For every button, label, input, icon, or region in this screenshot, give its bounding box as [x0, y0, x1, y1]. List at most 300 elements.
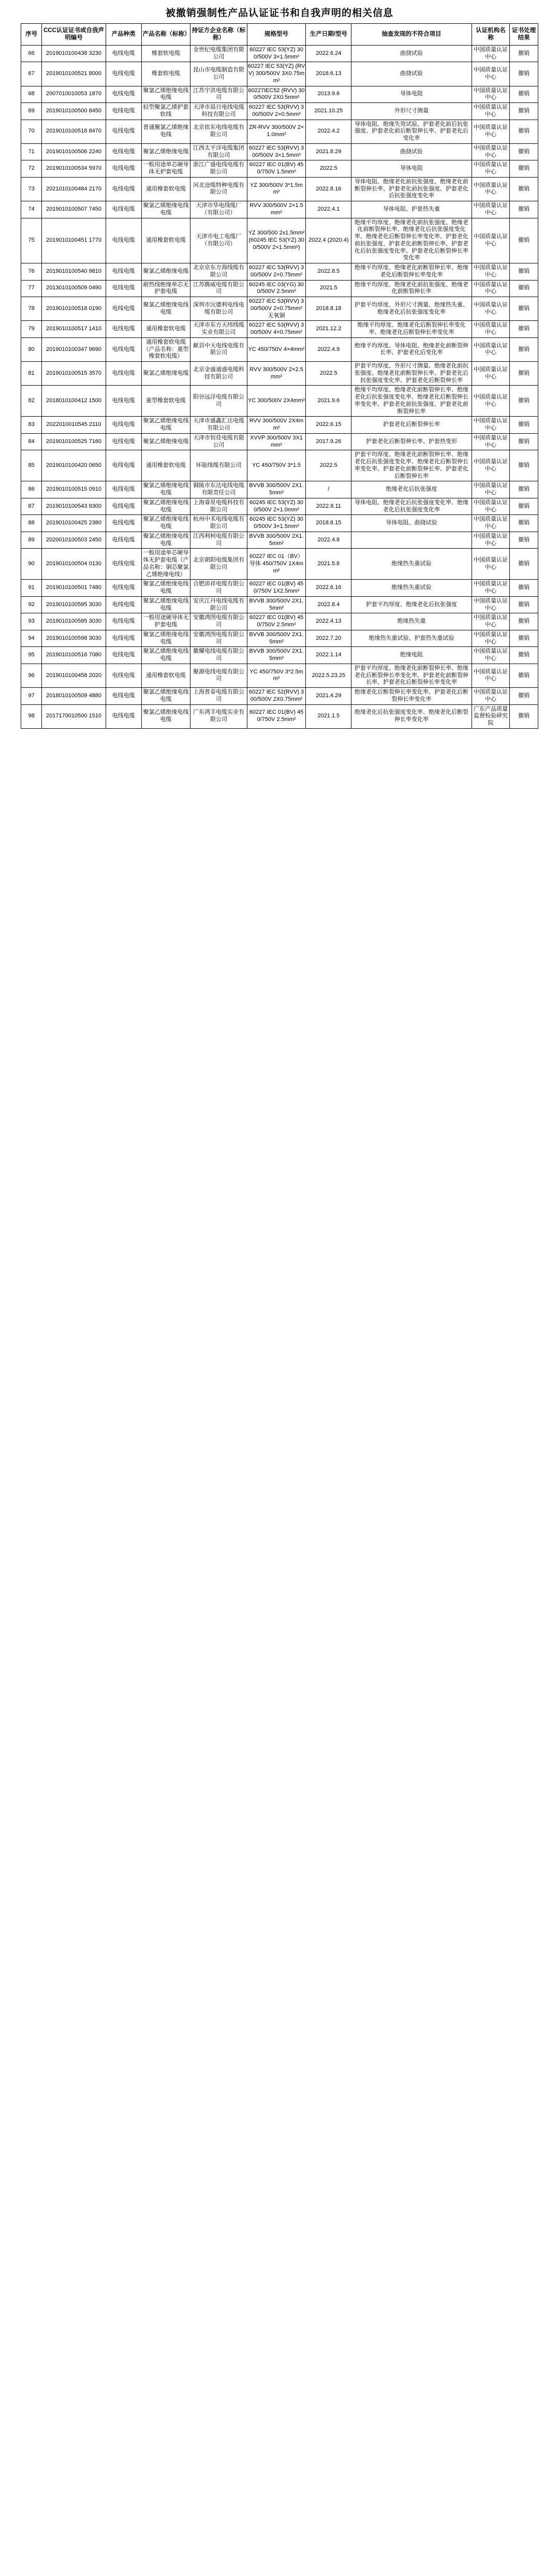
column-header-production-date: 生产日期/型号	[306, 24, 351, 46]
cell-production-date: 2022.5.23.25	[306, 664, 351, 687]
cell-holder: 上海普泰电缆有限公司	[190, 688, 247, 705]
cell-holder: 安庆江丹电线电缆有限公司	[190, 596, 247, 613]
cell-production-date: 2018.6.13	[306, 62, 351, 86]
table-row	[21, 321, 538, 338]
cell-production-date: 2022.8.5	[306, 263, 351, 281]
cell-product-name: 聚氯乙烯绝缘电线电缆	[141, 498, 190, 515]
cell-specification: 60227 IEC 53(RVV) 300/500V 3×1.5mm²	[247, 143, 306, 160]
cell-index: 78	[21, 297, 42, 321]
cell-certification-body: 中国质量认证中心	[472, 201, 510, 218]
cell-product-kind: 电线电缆	[106, 630, 141, 647]
cell-specification: 60227IEC52 (RVV) 300/500V 2X0.5mm²	[247, 86, 306, 103]
cell-result: 撤销	[510, 143, 538, 160]
cell-product-name: 通用橡套软电缆	[141, 450, 190, 481]
cell-certification-body: 中国质量认证中心	[472, 532, 510, 549]
cell-result: 撤销	[510, 498, 538, 515]
cell-nonconformity: 绝缘老化后抗张强度	[351, 481, 472, 498]
cell-product-name: 一般用途单芯硬导体无护套电缆（产品名称：铜芯聚氯乙烯绝缘电线）	[141, 549, 190, 580]
cell-result: 撤销	[510, 664, 538, 687]
cell-certificate-number: 2019010100438 3230	[42, 45, 106, 62]
table-row	[21, 120, 538, 143]
cell-certificate-number: 2018010100509 4880	[42, 688, 106, 705]
cell-index: 73	[21, 177, 42, 201]
cell-nonconformity: 导体电阻、曲挠试验	[351, 515, 472, 532]
cell-certificate-number: 2019010100598 3030	[42, 630, 106, 647]
cell-certificate-number: 2022010010545 2110	[42, 417, 106, 434]
cell-nonconformity: 绝缘热失重试验、护套热失重试验	[351, 630, 472, 647]
cell-product-kind: 电线电缆	[106, 704, 141, 728]
cell-holder: 天津市晨日电线电缆科技有限公司	[190, 103, 247, 120]
cell-product-name: 聚氯乙烯绝缘电线电缆	[141, 704, 190, 728]
cell-production-date: 2018.8.18	[306, 297, 351, 321]
cell-product-kind: 电线电缆	[106, 201, 141, 218]
cell-specification: 60227 IEC 53(YZ) 300/500V 3×1.5mm²	[247, 45, 306, 62]
cell-result: 撤销	[510, 45, 538, 62]
cell-nonconformity: 绝缘老化后抗张强度变化率、绝缘老化后断裂伸长率变化率	[351, 704, 472, 728]
cell-certificate-number: 2013010100509 0490	[42, 280, 106, 297]
cell-product-kind: 电线电缆	[106, 613, 141, 630]
cell-index: 85	[21, 450, 42, 481]
cell-nonconformity: 绝缘热失重试验	[351, 580, 472, 597]
cell-specification: 60245 IEC 53(YZ) 300/500V 3×1.5mm²	[247, 515, 306, 532]
cell-nonconformity: 护套平均厚度、绝缘老化前断裂伸长率、绝缘老化后抗张强度变化率、绝缘老化后断裂伸长率变化率、护套老化前断裂伸长率、护套老化后断裂伸长率	[351, 450, 472, 481]
cell-production-date: 2021.10.25	[306, 103, 351, 120]
table-row	[21, 515, 538, 532]
cell-nonconformity: 曲挠试验	[351, 45, 472, 62]
cell-index: 74	[21, 201, 42, 218]
cell-product-kind: 电线电缆	[106, 103, 141, 120]
cell-specification: 60227 IEC 53(RVV) 300/500V 2×0.75mm²	[247, 263, 306, 281]
cell-certification-body: 中国质量认证中心	[472, 647, 510, 664]
cell-nonconformity: 护套老化后断裂伸长率	[351, 417, 472, 434]
cell-holder: 江苏宇洪电缆有限公司	[190, 86, 247, 103]
cell-certification-body: 中国质量认证中心	[472, 45, 510, 62]
cell-certification-body: 中国质量认证中心	[472, 362, 510, 386]
cell-product-kind: 电线电缆	[106, 297, 141, 321]
cell-index: 91	[21, 580, 42, 597]
column-header-holder: 持证方企业名称（标称）	[190, 24, 247, 46]
cell-product-name: 轻型聚氯乙烯护套软线	[141, 103, 190, 120]
cell-product-name: 聚氯乙烯绝缘电线电缆	[141, 630, 190, 647]
table-row	[21, 433, 538, 450]
cell-product-name: 通用橡套软电缆	[141, 177, 190, 201]
table-row	[21, 664, 538, 687]
cell-specification: 60227 IEC 01(BV) 450/750V 2.5mm²	[247, 613, 306, 630]
table-row	[21, 688, 538, 705]
cell-result: 撤销	[510, 481, 538, 498]
cell-specification: 60227 IEC 53(RVV) 300/500V 4×0.75mm²	[247, 321, 306, 338]
cell-nonconformity: 绝缘平均厚度、绝缘老化前抗张强度、绝缘老化前断裂伸长率、绝缘老化后抗张强度变化率、绝缘老化后断裂伸长率变化率、护套老化前抗张强度、护套老化前断裂伸长率、护套老化后抗张强度变化率、护套老化后断裂伸长率变化率	[351, 218, 472, 263]
cell-result: 撤销	[510, 596, 538, 613]
cell-holder: 北京依东电线电缆有限公司	[190, 120, 247, 143]
cell-holder: 江西太平洋电缆集团有限公司	[190, 143, 247, 160]
cell-product-name: 橡套软电缆	[141, 62, 190, 86]
table-row	[21, 218, 538, 263]
cell-index: 76	[21, 263, 42, 281]
column-header-nonconformity: 抽查发现的不符合项目	[351, 24, 472, 46]
cell-production-date: 2021.1.5	[306, 704, 351, 728]
cell-holder: 阳谷远洋电缆有限公司	[190, 386, 247, 417]
table-row	[21, 177, 538, 201]
cell-product-kind: 电线电缆	[106, 362, 141, 386]
cell-specification: ZR-RVV 300/500V 2×1.0mm²	[247, 120, 306, 143]
cell-production-date: 2018.8.15	[306, 515, 351, 532]
cell-result: 撤销	[510, 263, 538, 281]
cell-index: 98	[21, 704, 42, 728]
table-row	[21, 704, 538, 728]
cell-certificate-number: 2019010100515 3570	[42, 362, 106, 386]
cell-product-kind: 电线电缆	[106, 450, 141, 481]
cell-index: 66	[21, 45, 42, 62]
cell-nonconformity: 绝缘平均厚度、绝缘老化前抗张强度、绝缘老化前断裂伸长率	[351, 280, 472, 297]
cell-certificate-number: 2019010100425 2380	[42, 515, 106, 532]
cell-product-kind: 电线电缆	[106, 337, 141, 361]
cell-certificate-number: 2019010100347 9690	[42, 337, 106, 361]
cell-certification-body: 中国质量认证中心	[472, 688, 510, 705]
table-row	[21, 580, 538, 597]
cell-product-name: 聚氯乙烯绝缘电线电缆	[141, 417, 190, 434]
cell-result: 撤销	[510, 532, 538, 549]
cell-index: 86	[21, 481, 42, 498]
cell-specification: 60227 IEC 53(RVV) 300/500V 2×0.5mm²	[247, 103, 306, 120]
cell-certification-body: 中国质量认证中心	[472, 177, 510, 201]
cell-index: 90	[21, 549, 42, 580]
cell-result: 撤销	[510, 160, 538, 178]
cell-product-name: 聚氯乙烯绝缘电线电缆	[141, 596, 190, 613]
cell-certificate-number: 2019010100540 9810	[42, 263, 106, 281]
cell-certification-body: 中国质量认证中心	[472, 498, 510, 515]
cell-nonconformity: 曲挠试验	[351, 143, 472, 160]
cell-product-name: 聚氯乙烯绝缘电缆	[141, 433, 190, 450]
cell-nonconformity: 护套平均厚度、外形尺寸测量、绝缘热失重、绝缘老化后抗张强度变化率	[351, 297, 472, 321]
cell-production-date: 2022.7.20	[306, 630, 351, 647]
table-row	[21, 201, 538, 218]
cell-holder: 浙江广盛电线电缆有限公司	[190, 160, 247, 178]
table-row	[21, 160, 538, 178]
cell-production-date: 2017.9.26	[306, 433, 351, 450]
cell-holder: 上海睿星电缆科技有限公司	[190, 498, 247, 515]
cell-holder: 北京朝阳电缆集团有限公司	[190, 549, 247, 580]
cell-production-date: 2021.4.29	[306, 688, 351, 705]
table-row	[21, 549, 538, 580]
cell-holder: 天津市恒佳电缆有限公司	[190, 433, 247, 450]
cell-index: 88	[21, 515, 42, 532]
cell-production-date: 2022.4.2	[306, 120, 351, 143]
cell-holder: 北京京东方海线缆有限公司	[190, 263, 247, 281]
cell-product-kind: 电线电缆	[106, 321, 141, 338]
cell-holder: 江西利柯电缆有限公司	[190, 532, 247, 549]
document-page	[0, 0, 559, 729]
cell-holder: 环能线缆有限公司	[190, 450, 247, 481]
cell-result: 撤销	[510, 450, 538, 481]
cell-certification-body: 中国质量认证中心	[472, 549, 510, 580]
cell-certificate-number: 2019010100500 8450	[42, 103, 106, 120]
cell-production-date: 2022.4 (2020.4)	[306, 218, 351, 263]
column-header-specification: 规格型号	[247, 24, 306, 46]
cell-production-date: 2021.5	[306, 280, 351, 297]
cell-production-date: 2021.12.2	[306, 321, 351, 338]
cell-holder: 安徽鸿图电缆有限公司	[190, 613, 247, 630]
table-row	[21, 143, 538, 160]
cell-certificate-number: 2019010100521 8000	[42, 62, 106, 86]
cell-certificate-number: 2019010100518 8470	[42, 120, 106, 143]
cell-product-name: 聚氯乙烯绝缘电线电缆	[141, 532, 190, 549]
cell-certificate-number: 2019010100501 7480	[42, 580, 106, 597]
cell-product-name: 聚氯乙烯绝缘电线电缆	[141, 647, 190, 664]
cell-product-kind: 电线电缆	[106, 263, 141, 281]
cell-certificate-number: 2019010100595 3030	[42, 596, 106, 613]
cell-specification: RVV 300/500V 2X4mm²	[247, 417, 306, 434]
cell-specification: 60227 IEC 53(RVV) 300/500V 2×0.75mm² 无氧铜	[247, 297, 306, 321]
cell-certificate-number: 2019010100518 0190	[42, 297, 106, 321]
cell-product-kind: 电线电缆	[106, 433, 141, 450]
cell-product-kind: 电线电缆	[106, 120, 141, 143]
cell-index: 68	[21, 86, 42, 103]
cell-index: 94	[21, 630, 42, 647]
cell-specification: 60227 IEC 01(BV) 450/750V 1.5mm²	[247, 160, 306, 178]
table-row	[21, 417, 538, 434]
cell-result: 撤销	[510, 688, 538, 705]
cell-production-date: 2022.6.15	[306, 417, 351, 434]
cell-nonconformity: 绝缘平均厚度、导体电阻、绝缘老化前断裂伸长率、护套老化后变化率	[351, 337, 472, 361]
cell-product-kind: 电线电缆	[106, 280, 141, 297]
cell-result: 撤销	[510, 630, 538, 647]
cell-certificate-number: 2017170010500 1510	[42, 704, 106, 728]
cell-product-name: 通用橡套软电缆（产品名称：重型橡套软电缆）	[141, 337, 190, 361]
cell-specification: BVVB 300/500V 2X1.5mm²	[247, 532, 306, 549]
cell-index: 80	[21, 337, 42, 361]
cell-product-name: 聚氯乙烯绝缘电缆	[141, 143, 190, 160]
cell-result: 撤销	[510, 362, 538, 386]
table-row	[21, 280, 538, 297]
cell-specification: YZ 300/500V 3*1.5mm²	[247, 177, 306, 201]
table-row	[21, 647, 538, 664]
cell-product-name: 一般用途硬导体无护套电缆	[141, 613, 190, 630]
cell-index: 77	[21, 280, 42, 297]
cell-product-name: 聚氯乙烯绝缘电线电缆	[141, 86, 190, 103]
cell-certification-body: 中国质量认证中心	[472, 218, 510, 263]
cell-specification: 60245 IEC 03(YG) 300/500V 2.5mm²	[247, 280, 306, 297]
cell-certification-body: 中国质量认证中心	[472, 143, 510, 160]
cell-certificate-number: 2019010100506 2240	[42, 143, 106, 160]
cell-product-kind: 电线电缆	[106, 45, 141, 62]
cell-certification-body: 中国质量认证中心	[472, 630, 510, 647]
table-row	[21, 86, 538, 103]
cell-product-kind: 电线电缆	[106, 532, 141, 549]
table-row	[21, 630, 538, 647]
cell-product-name: 聚氯乙烯绝缘电线电缆	[141, 481, 190, 498]
cell-certificate-number: 2019010100420 0650	[42, 450, 106, 481]
cell-specification: 60245 IEC 53(YZ) 300/500V 2×1.0mm²	[247, 498, 306, 515]
cell-certificate-number: 2020010100503 2450	[42, 532, 106, 549]
cell-specification: XVVP 300/500V 3X1mm²	[247, 433, 306, 450]
cell-production-date: 2022.4.8	[306, 532, 351, 549]
cell-holder: 天津市盛鑫汇达电缆有限公司	[190, 417, 247, 434]
table-row	[21, 103, 538, 120]
cell-product-kind: 电线电缆	[106, 386, 141, 417]
cell-nonconformity: 导体电阻、绝缘老化前抗张强度、绝缘老化前断裂伸长率、护套老化前抗张强度、护套老化后抗张强度变化率	[351, 177, 472, 201]
cell-production-date: 2021.9.6	[306, 386, 351, 417]
cell-certificate-number: 2019010100516 7080	[42, 647, 106, 664]
cell-result: 撤销	[510, 297, 538, 321]
cell-index: 93	[21, 613, 42, 630]
cell-production-date: 2022.8.4	[306, 596, 351, 613]
cell-product-name: 耐热线绝缘单芯无护套电缆	[141, 280, 190, 297]
cell-result: 撤销	[510, 120, 538, 143]
cell-product-kind: 电线电缆	[106, 664, 141, 687]
column-header-index: 序号	[21, 24, 42, 46]
cell-certification-body: 中国质量认证中心	[472, 160, 510, 178]
cell-result: 撤销	[510, 62, 538, 86]
cell-index: 71	[21, 143, 42, 160]
cell-index: 92	[21, 596, 42, 613]
cell-product-name: 通用橡套软电缆	[141, 218, 190, 263]
cell-certification-body: 中国质量认证中心	[472, 297, 510, 321]
cell-product-kind: 电线电缆	[106, 160, 141, 178]
cell-product-kind: 电线电缆	[106, 515, 141, 532]
cell-holder: 金世纪电缆集团有限公司	[190, 45, 247, 62]
cell-certification-body: 中国质量认证中心	[472, 280, 510, 297]
cell-index: 87	[21, 498, 42, 515]
page-title: 被撤销强制性产品认证证书和自我声明的相关信息	[165, 8, 393, 19]
cell-index: 83	[21, 417, 42, 434]
cell-certification-body: 中国质量认证中心	[472, 103, 510, 120]
cell-nonconformity: 绝缘热失重	[351, 613, 472, 630]
cell-result: 撤销	[510, 580, 538, 597]
cell-certificate-number: 2019010100543 9300	[42, 498, 106, 515]
cell-product-name: 通用橡套软电缆	[141, 321, 190, 338]
cell-specification: RVV 300/500V 2×2.5mm²	[247, 362, 306, 386]
cell-result: 撤销	[510, 321, 538, 338]
cell-production-date: /	[306, 481, 351, 498]
cell-certificate-number: 2018010100412 1500	[42, 386, 106, 417]
cell-holder: 铜陵市东达电线电缆有限责任公司	[190, 481, 247, 498]
cell-production-date: 2022.6.16	[306, 580, 351, 597]
cell-product-name: 聚氯乙烯绝缘电缆	[141, 263, 190, 281]
cell-certificate-number: 2019010100458 2020	[42, 664, 106, 687]
column-header-product-kind: 产品种类	[106, 24, 141, 46]
cell-certificate-number: 2019010100515 0910	[42, 481, 106, 498]
cell-production-date: 2022.5	[306, 160, 351, 178]
cell-production-date: 2022.5	[306, 450, 351, 481]
cell-result: 撤销	[510, 337, 538, 361]
cell-certification-body: 中国质量认证中心	[472, 86, 510, 103]
cell-certification-body: 中国质量认证中心	[472, 62, 510, 86]
cell-certificate-number: 2019010100534 5970	[42, 160, 106, 178]
column-header-product-name: 产品名称（标称）	[141, 24, 190, 46]
cell-certification-body: 中国质量认证中心	[472, 596, 510, 613]
cell-result: 撤销	[510, 549, 538, 580]
cell-production-date: 2022.4.1	[306, 201, 351, 218]
cell-product-name: 聚氯乙烯绝缘电线电缆	[141, 515, 190, 532]
cell-certification-body: 广东产品质量监督检验研究院	[472, 704, 510, 728]
cell-nonconformity: 绝缘平均厚度、绝缘老化后断裂伸长率变化率、绝缘老化后断裂伸长率变化率	[351, 321, 472, 338]
cell-production-date: 2022.1.14	[306, 647, 351, 664]
cell-specification: BVVB 300/500V 2X1.5mm²	[247, 481, 306, 498]
cell-specification: BVVB 300/500V 2X1.5mm²	[247, 596, 306, 613]
cell-product-name: 聚氯乙烯绝缘电线电缆	[141, 201, 190, 218]
column-header-result: 证书处理结果	[510, 24, 538, 46]
cell-production-date: 2021.5.6	[306, 549, 351, 580]
table-header-row	[21, 24, 538, 46]
cell-production-date: 2022.6.24	[306, 45, 351, 62]
cell-holder: 河北沧缆特种电缆有限公司	[190, 177, 247, 201]
cell-nonconformity: 导体电阻	[351, 86, 472, 103]
cell-product-name: 聚氯乙烯绝缘电缆	[141, 362, 190, 386]
cell-product-kind: 电线电缆	[106, 177, 141, 201]
cell-certification-body: 中国质量认证中心	[472, 664, 510, 687]
cell-certificate-number: 2021010100484 2170	[42, 177, 106, 201]
cell-holder: 昆山市电缆制造有限公司	[190, 62, 247, 86]
cell-result: 撤销	[510, 704, 538, 728]
cell-product-kind: 电线电缆	[106, 688, 141, 705]
column-header-certificate-number: CCC认证证书或自我声明编号	[42, 24, 106, 46]
cell-result: 撤销	[510, 386, 538, 417]
cell-certificate-number: 2019010100525 7160	[42, 433, 106, 450]
cell-result: 撤销	[510, 280, 538, 297]
cell-nonconformity: 绝缘平均厚度、绝缘老化前断裂伸长率、绝缘老化后抗张强度变化率、绝缘老化后断裂伸长率变化率、护套老化前抗张强度、护套老化前断裂伸长率	[351, 386, 472, 417]
cell-product-name: 通用橡套软电缆	[141, 664, 190, 687]
cell-nonconformity	[351, 532, 472, 549]
cell-production-date: 2021.8.29	[306, 143, 351, 160]
cell-index: 96	[21, 664, 42, 687]
cell-result: 撤销	[510, 647, 538, 664]
cell-product-name: 聚氯乙烯绝缘电线电缆	[141, 580, 190, 597]
cell-product-kind: 电线电缆	[106, 62, 141, 86]
cell-nonconformity: 外形尺寸测量	[351, 103, 472, 120]
cell-certification-body: 中国质量认证中心	[472, 433, 510, 450]
cell-holder: 徽耀电线电缆有限公司	[190, 647, 247, 664]
cell-product-kind: 电线电缆	[106, 86, 141, 103]
table-row	[21, 337, 538, 361]
table-row	[21, 481, 538, 498]
cell-specification: YC 450/750V 3*2.5mm²	[247, 664, 306, 687]
cell-product-name: 聚氯乙烯绝缘电线电缆	[141, 688, 190, 705]
cell-holder: 北京金盛通盛电缆科技有限公司	[190, 362, 247, 386]
cell-index: 81	[21, 362, 42, 386]
cell-production-date: 2022.4.9	[306, 337, 351, 361]
column-header-certification-body: 认证机构名称	[472, 24, 510, 46]
cell-holder: 杭州中禾电线电缆有限公司	[190, 515, 247, 532]
cell-specification: RVV 300/500V 2×1.5mm²	[247, 201, 306, 218]
cell-nonconformity: 绝缘热失重试验	[351, 549, 472, 580]
cell-certificate-number: 2019010100507 7450	[42, 201, 106, 218]
cell-holder: 安徽鸿图电缆有限公司	[190, 630, 247, 647]
table-row	[21, 532, 538, 549]
cell-index: 72	[21, 160, 42, 178]
cell-nonconformity: 护套老化后断裂伸长率、护套热变形	[351, 433, 472, 450]
cell-certification-body: 中国质量认证中心	[472, 321, 510, 338]
cell-result: 撤销	[510, 201, 538, 218]
cell-production-date: 2022.8.16	[306, 177, 351, 201]
cell-holder: 聚源电线电缆有限公司	[190, 664, 247, 687]
cell-holder: 天津市东方天纬线缆实业有限公司	[190, 321, 247, 338]
cell-holder: 天津市华电线缆厂（有限公司）	[190, 201, 247, 218]
cell-product-kind: 电线电缆	[106, 580, 141, 597]
cell-certification-body: 中国质量认证中心	[472, 580, 510, 597]
cell-result: 撤销	[510, 103, 538, 120]
table-header	[21, 24, 538, 46]
cell-specification: YZ 300/500 2x1.5mm² (60245 IEC 53(YZ) 300/500V 2×1.5mm²)	[247, 218, 306, 263]
cell-specification: 60227 IEC 53(YZ) (RVV) 300/500V 3X0.75mm²	[247, 62, 306, 86]
cell-specification: 60227 IEC 01（BV）导体 450/750V 1X4mm²	[247, 549, 306, 580]
cell-product-name: 橡套软电缆	[141, 45, 190, 62]
cell-certification-body: 中国质量认证中心	[472, 337, 510, 361]
cell-specification: 60227 IEC 01(BV) 450/750V 2.5mm²	[247, 704, 306, 728]
table-row	[21, 263, 538, 281]
cell-production-date: 2013.9.6	[306, 86, 351, 103]
cell-nonconformity: 导体电阻、绝缘老化后抗张强度变化率、绝缘老化后抗张强度变化率	[351, 498, 472, 515]
